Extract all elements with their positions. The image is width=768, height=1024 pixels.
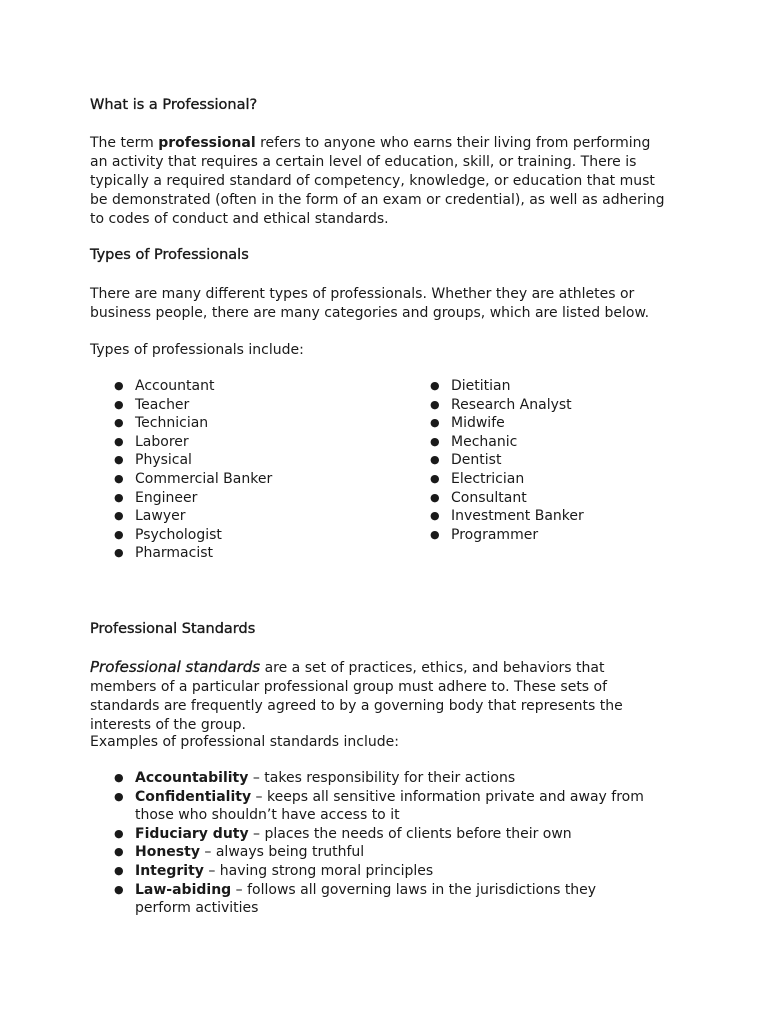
bullet-icon: ● [114,527,124,541]
standard-term: Accountability [135,770,249,786]
standard-item [114,862,645,881]
standard-description: – always being truthful [199,844,365,861]
paragraph-definition [90,134,670,229]
standard-description: – keeps all sensitive information private and away from those who shouldn’t have access to it [135,788,644,824]
bullet-icon: ● [430,416,440,430]
list-item-label: Investment Banker [451,508,584,525]
list-item [114,414,272,433]
bullet-icon: ● [430,434,440,448]
list-item [114,377,272,396]
standard-description: – follows all governing laws in the jurisdictions they perform activities [135,881,597,917]
standard-term: Confidentiality [135,788,252,805]
list-item [114,489,272,508]
list-item-label: Research Analyst [451,396,572,413]
heading-what-is-professional: What is a Professional? [90,97,258,113]
standard-term: Fiduciary duty [135,825,249,842]
list-item [114,396,272,415]
list-item-label: Midwife [451,415,505,432]
list-item [114,507,272,526]
heading-types-of-professionals: Types of Professionals [90,247,249,263]
bullet-icon: ● [114,546,124,560]
standards-list-intro: Examples of professional standards include: [90,734,399,750]
bullet-icon: ● [430,490,440,504]
bullet-icon: ● [430,379,440,392]
bullet-icon: ● [114,771,124,784]
bullet-icon: ● [114,826,124,840]
list-item [430,489,584,508]
list-item-label: Dentist [451,452,502,469]
types-list-intro: Types of professionals include: [90,342,304,358]
standard-term: Integrity [135,862,204,879]
bullet-icon: ● [114,471,124,485]
standard-item [114,825,645,844]
bullet-icon: ● [114,434,124,448]
list-item [430,396,584,415]
list-item-label: Technician [135,415,209,432]
list-item-label: Programmer [451,526,539,543]
bullet-icon: ● [114,845,124,859]
list-item-label: Electrician [451,470,525,487]
list-item-label: Accountant [135,378,215,394]
list-item [114,526,272,545]
professions-list-right [430,377,584,544]
list-item-label: Physical [135,452,192,469]
standard-item [114,788,645,825]
bullet-icon: ● [114,863,124,877]
definition-term: professional [158,135,256,151]
list-item-label: Mechanic [451,433,518,450]
bullet-icon: ● [114,789,124,803]
professions-list-left [114,377,273,563]
bullet-icon: ● [114,490,124,504]
list-item [430,433,584,452]
definition-text-after: refers to anyone who earns their living from performing an activity that requires a certain level of education, skill, or training. There is typically a required standard of competency, knowledge, or education that must be demonstrated (often in the form of an exam or credential), as well as adhering to codes of conduct and ethical standards. [90,135,665,227]
bullet-icon: ● [114,882,124,896]
list-item [430,507,584,526]
standard-item [114,843,645,862]
standard-term: Honesty [135,844,200,861]
standards-text-after: are a set of practices, ethics, and behaviors that members of a particular professional group must adhere to. These sets of standards are frequently agreed to by a governing body that represents the interests of the group. [90,660,623,733]
paragraph-types-intro: There are many different types of professionals. Whether they are athletes or business people, there are many categories and groups, which are listed below. [90,286,650,321]
bullet-icon: ● [430,453,440,467]
list-item-label: Engineer [135,489,198,506]
bullet-icon: ● [430,509,440,523]
paragraph-standards-definition [90,658,670,735]
list-item [114,433,272,452]
list-item-label: Lawyer [135,508,186,525]
bullet-icon: ● [114,453,124,467]
heading-professional-standards: Professional Standards [90,621,256,637]
list-item [114,470,273,489]
standards-list [114,769,645,918]
standard-item [114,769,645,788]
list-item [114,544,272,563]
definition-text-before: The term [90,135,159,151]
list-item-label: Pharmacist [135,545,213,562]
list-item [114,451,272,470]
standard-item [114,881,645,918]
standard-description: – places the needs of clients before their own [248,825,572,842]
list-item [430,470,584,489]
list-item-label: Teacher [135,396,190,413]
bullet-icon: ● [114,379,124,392]
standard-term: Law-abiding [135,881,232,898]
bullet-icon: ● [114,509,124,523]
list-item-label: Dietitian [451,378,511,394]
bullet-icon: ● [114,397,124,411]
bullet-icon: ● [430,471,440,485]
standard-description: – having strong moral principles [203,862,434,879]
list-item [430,526,584,545]
standard-description: – takes responsibility for their actions [248,770,516,786]
standards-term: Professional standards [90,658,261,676]
list-item-label: Psychologist [135,526,222,543]
bullet-icon: ● [430,527,440,541]
list-item-label: Laborer [135,433,189,450]
list-item-label: Consultant [451,489,527,506]
list-item-label: Commercial Banker [135,470,273,487]
list-item [430,451,584,470]
bullet-icon: ● [114,416,124,430]
bullet-icon: ● [430,397,440,411]
list-item [430,414,584,433]
list-item [430,377,584,396]
